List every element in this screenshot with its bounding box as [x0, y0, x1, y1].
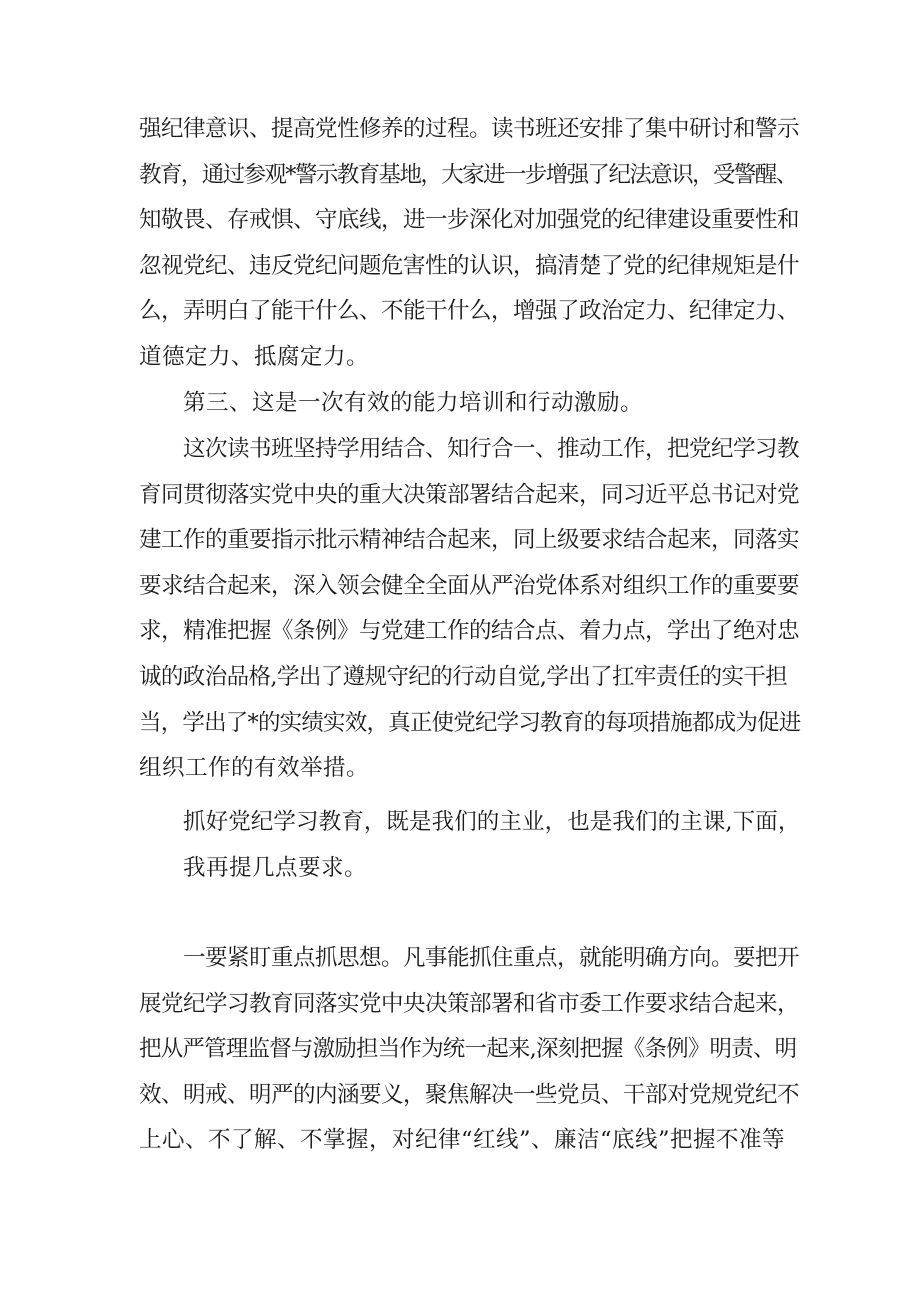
text-line: 求，精准把握《条例》与党建工作的结合点、着力点，学出了绝对忠 — [139, 618, 800, 645]
text-line: 抓好党纪学习教育，既是我们的主业，也是我们的主课,下面， — [183, 809, 801, 835]
text-line: 忽视党纪、违反党纪问题危害性的认识，搞清楚了党的纪律规矩是什 — [139, 252, 800, 279]
text-line: 上心、不了解、不掌握，对纪律“红线”、廉洁“底线”把握不准等 — [139, 1127, 786, 1154]
text-line: 我再提几点要求。 — [183, 854, 368, 881]
paragraph-requirement-one — [139, 936, 799, 1164]
paragraph-main-task — [139, 800, 799, 891]
text-line: 把从严管理监督与激励担当作为统一起来,深刻把握《条例》明责、明 — [139, 1036, 797, 1063]
text-line: 诚的政治品格,学出了遵规守纪的行动自觉,学出了扛牢责任的实干担 — [139, 663, 788, 690]
text-line: 建工作的重要指示批示精神结合起来，同上级要求结合起来，同落实 — [139, 527, 800, 554]
text-line: 组织工作的有效举措。 — [139, 755, 370, 782]
paragraph-study-application — [139, 427, 799, 792]
section-heading: 第三、这是一次有效的能力培训和行动激励。 — [183, 390, 644, 416]
paragraph-discipline-awareness — [139, 107, 799, 381]
paragraph-heading-third — [139, 381, 799, 427]
text-line: 效、明戒、明严的内涵要义，聚焦解决一些党员、干部对党规党纪不 — [139, 1081, 800, 1108]
text-line: 知敬畏、存戒惧、守底线，进一步深化对加强党的纪律建设重要性和 — [139, 207, 800, 234]
text-line: 道德定力、抵腐定力。 — [139, 343, 370, 370]
text-line: 一要紧盯重点抓思想。凡事能抓住重点，就能明确方向。要把开 — [183, 945, 800, 971]
text-line: 这次读书班坚持学用结合、知行合一、推动工作，把党纪学习教 — [183, 436, 800, 462]
text-line: 么，弄明白了能干什么、不能干什么，增强了政治定力、纪律定力、 — [139, 298, 800, 325]
text-line: 要求结合起来，深入领会健全全面从严治党体系对组织工作的重要要 — [139, 572, 800, 599]
text-line: 当，学出了*的实绩实效，真正使党纪学习教育的每项措施都成为促进 — [139, 709, 801, 736]
text-line: 强纪律意识、提高党性修养的过程。读书班还安排了集中研讨和警示 — [139, 116, 800, 142]
text-line: 育同贯彻落实党中央的重大决策部署结合起来，同习近平总书记对党 — [139, 481, 800, 508]
text-line: 展党纪学习教育同落实党中央决策部署和省市委工作要求结合起来， — [139, 990, 800, 1017]
text-line: 教育，通过参观*警示教育基地，大家进一步增强了纪法意识，受警醒、 — [139, 161, 797, 188]
